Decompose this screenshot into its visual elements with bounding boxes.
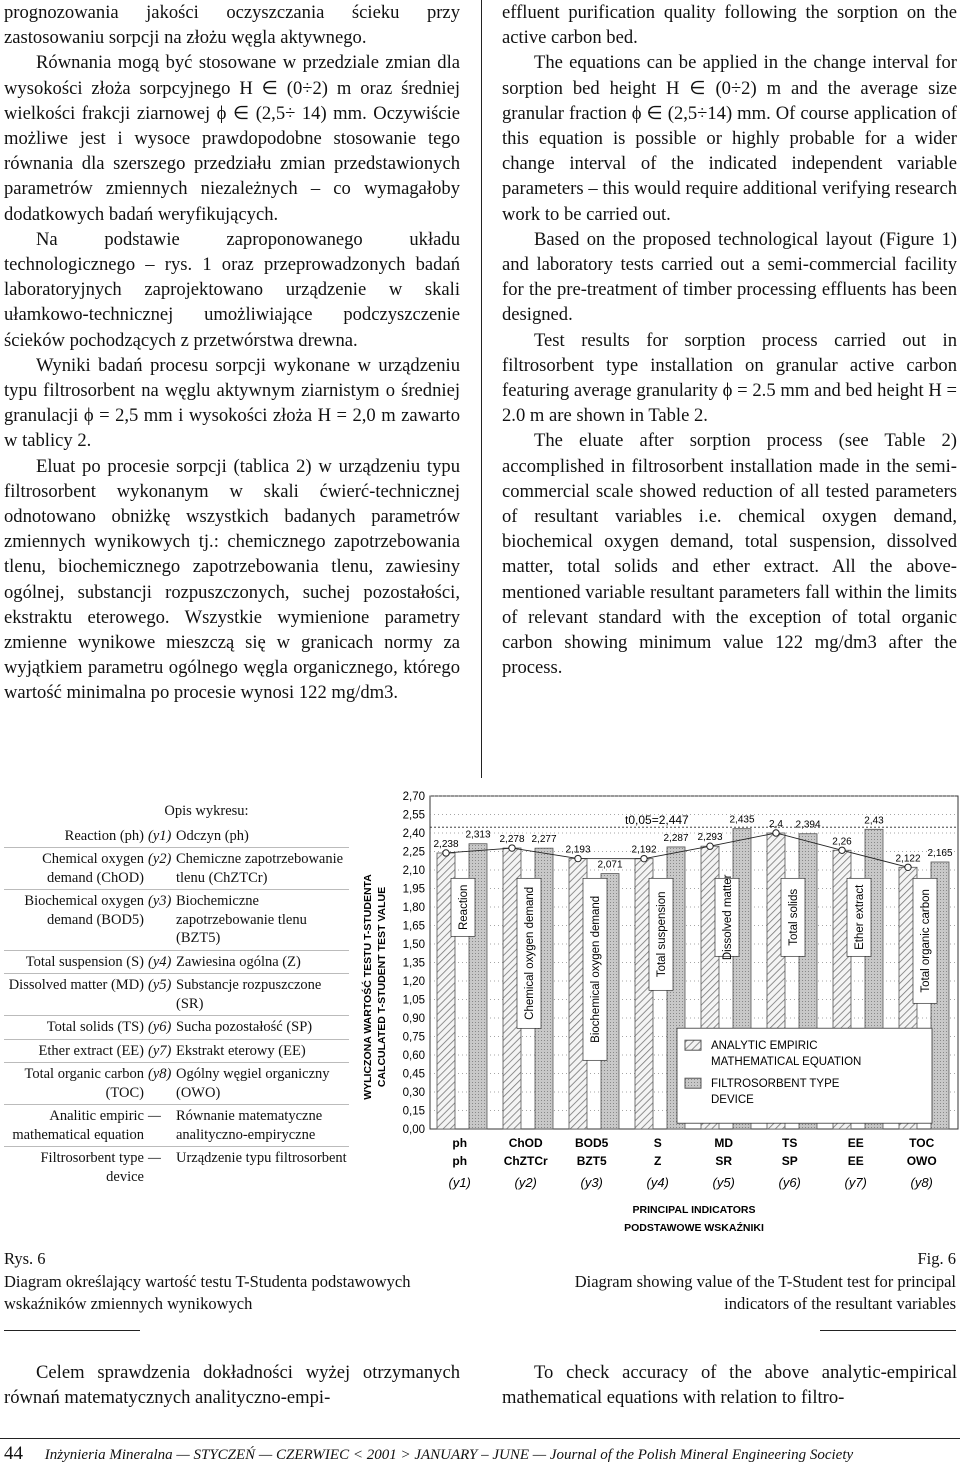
data-label: 2,071 bbox=[597, 859, 623, 871]
legend-variable: (y3) bbox=[148, 890, 176, 951]
legend-row bbox=[4, 825, 349, 848]
legend-english-label: Total solids (TS) bbox=[4, 1016, 148, 1040]
x-variable-label: (y2) bbox=[514, 1175, 537, 1190]
x-tick-label-polish: ph bbox=[452, 1154, 468, 1168]
data-label: 2,4 bbox=[769, 819, 783, 830]
y-tick-label: 2,40 bbox=[402, 828, 425, 840]
category-label: Chemical oxygen demand bbox=[524, 886, 536, 1020]
data-label: 2,238 bbox=[433, 838, 459, 850]
y-tick-label: 1,95 bbox=[402, 883, 425, 896]
legend-polish-label: Substancje rozpuszczone (SR) bbox=[176, 974, 349, 1016]
x-tick-label-english: S bbox=[653, 1136, 662, 1150]
data-label: 2,435 bbox=[729, 814, 755, 826]
y-tick-label: 0,60 bbox=[402, 1050, 425, 1062]
legend-row bbox=[4, 848, 349, 890]
legend-label-device: FILTROSORBENT TYPE bbox=[711, 1078, 840, 1091]
x-tick-label-polish: EE bbox=[847, 1154, 864, 1168]
analytic-point bbox=[641, 855, 647, 861]
legend-english-label: Reaction (ph) bbox=[64, 827, 144, 844]
legend-polish-label: Sucha pozostałość (SP) bbox=[176, 1016, 349, 1040]
text-continuation-polish bbox=[4, 1360, 460, 1410]
data-label: 2,394 bbox=[795, 819, 821, 831]
category-label: Total solids bbox=[788, 888, 800, 946]
legend-variable: (y4) bbox=[148, 950, 176, 974]
x-variable-label: (y1) bbox=[448, 1175, 471, 1190]
y-axis-title-english: CALCULATED T-STUDENT TEST VALUE bbox=[376, 886, 388, 1088]
x-tick-label-english: MD bbox=[714, 1136, 734, 1150]
category-label: Total suspension bbox=[656, 891, 668, 978]
data-label: 2,43 bbox=[864, 815, 884, 827]
data-label: 2,287 bbox=[663, 832, 689, 844]
x-tick-label-polish: SP bbox=[781, 1154, 798, 1168]
y-tick-label: 1,35 bbox=[402, 957, 425, 970]
analytic-point bbox=[575, 855, 581, 861]
legend-row bbox=[4, 1063, 349, 1105]
y-tick-label: 0,45 bbox=[402, 1068, 425, 1081]
analytic-point bbox=[509, 845, 515, 851]
y-tick-label: 0,75 bbox=[402, 1031, 425, 1044]
paragraph: Równania mogą być stosowane w przedziale zmian dla wysokości złoża sorpcyjnego H ∈ (0÷2) m oraz średniej wielkości frakcji ziarnowej ϕ ∈ (2,5÷ 14) mm. Oczywiście możliwe jest i wysoce prawdopodobne stosowanie tego równania dla szerszego przedziału zmian przedstawionych parametrów zmiennych niezależnych – co wymagałoby dodatkowych badań weryfikujących. bbox=[4, 52, 460, 225]
data-label: 2,278 bbox=[499, 834, 525, 846]
paragraph: Celem sprawdzenia dokładności wyżej otrzymanych równań matematycznych analityczno-empi- bbox=[4, 1362, 460, 1408]
x-tick-label-polish: ChZTCr bbox=[503, 1154, 548, 1168]
paragraph: Test results for sorption process carried out in filtrosorbent type installation on granular active carbon featuring average granularity ϕ = 2.5 mm and bed height H = 2.0 m are shown in Table 2. bbox=[502, 329, 957, 427]
legend-row bbox=[4, 1039, 349, 1063]
page-number: 44 bbox=[4, 1443, 23, 1464]
data-label: 2,313 bbox=[465, 829, 491, 841]
y-tick-label: 2,55 bbox=[402, 809, 425, 822]
legend-row bbox=[4, 1147, 349, 1189]
analytic-point bbox=[443, 850, 449, 856]
legend-rows bbox=[4, 825, 349, 1189]
legend-polish-label: Ogólny węgiel organiczny (OWO) bbox=[176, 1063, 349, 1105]
legend-row bbox=[4, 974, 349, 1016]
legend-polish-label: Chemiczne zapotrzebowanie tlenu (ChZTCr) bbox=[176, 848, 349, 890]
legend-row bbox=[4, 950, 349, 974]
category-label: Ether extract bbox=[854, 884, 866, 950]
page-footer bbox=[4, 1443, 853, 1465]
legend-swatch-analytic bbox=[685, 1040, 701, 1050]
data-label: 2,277 bbox=[531, 834, 557, 846]
x-tick-label-english: TOC bbox=[909, 1136, 935, 1150]
paragraph: effluent purification quality following the sorption on the active carbon bed. bbox=[502, 2, 957, 49]
x-axis-title-polish: PODSTAWOWE WSKAŹNIKI bbox=[624, 1222, 764, 1234]
legend-variable: (y6) bbox=[148, 1016, 176, 1040]
data-label: 2,122 bbox=[895, 853, 921, 865]
data-label: 2,293 bbox=[697, 832, 723, 844]
legend-label-device: DEVICE bbox=[711, 1094, 754, 1107]
y-tick-label: 1,65 bbox=[402, 920, 425, 933]
x-variable-label: (y8) bbox=[910, 1175, 933, 1190]
footer-rule bbox=[0, 1438, 960, 1439]
paragraph: Eluat po procesie sorpcji (tablica 2) w urządzeniu typu filtrosorbent wykonanym w skali ćwierć-technicznej odnotowano obniżkę wszystkich badanych parametrów zmiennych wynikowych tj.: chemicznego zapotrzebowania tlenu, biochemicznego zapotrzebowania tlenu, zawiesiny ogólnej, substancji rozpuszczonych, suchej pozostałości, ekstraktu eterowego. Wszystkie wymienione parametry zmienne wynikowe mieszczą się w granicach normy za wyjątkiem parametru ogólnego węgla organicznego, którego wartość minimalna po procesie wynosi 122 mg/dm3. bbox=[4, 455, 460, 704]
analytic-point bbox=[905, 864, 911, 870]
legend-row bbox=[4, 1105, 349, 1147]
legend-polish-label: Równanie matematyczne analityczno-empiryczne bbox=[176, 1105, 349, 1147]
x-variable-label: (y7) bbox=[844, 1175, 867, 1190]
legend-polish-label: Zawiesina ogólna (Z) bbox=[176, 950, 349, 974]
legend-polish-label: Urządzenie typu filtrosorbent bbox=[176, 1147, 349, 1189]
data-label: 2,165 bbox=[927, 847, 953, 859]
analytic-point bbox=[839, 847, 845, 853]
y-tick-label: 0,90 bbox=[402, 1013, 425, 1025]
paragraph: Na podstawie zaproponowanego układu technologicznego – rys. 1 oraz przeprowadzonych badań laboratoryjnych zaprojektowano urządzenie w skali ułamkowo-technicznej umożliwiające podczyszczenie ścieków pochodzących z przetwórstwa drewna. bbox=[4, 228, 460, 351]
legend-label-analytic: ANALYTIC EMPIRIC bbox=[711, 1040, 818, 1053]
text-column-english bbox=[502, 0, 957, 680]
figure-number: Fig. 6 bbox=[917, 1249, 956, 1268]
y-tick-label: 1,80 bbox=[402, 902, 425, 914]
reference-label: t0,05=2,447 bbox=[625, 813, 689, 828]
category-label: Reaction bbox=[458, 884, 470, 931]
separator-rule bbox=[820, 1330, 956, 1331]
x-variable-label: (y4) bbox=[646, 1175, 669, 1190]
legend-row bbox=[4, 1016, 349, 1040]
caption-text: Diagram showing value of the T-Student test for principal indicators of the resultant variables bbox=[574, 1271, 956, 1313]
paragraph: The eluate after sorption process (see Table 2) accomplished in filtrosorbent installation made in the semi-commercial scale showed reduction of all tested parameters of resultant variables i.e. chemical oxygen demand, biochemical oxygen demand, total suspension, dissolved matter, total solids and ether extract. All the above-mentioned variable resultant parameters fall within the limits of relevant standard with the exception of total organic carbon showing minimum value 122 mg/dm3 after the process. bbox=[502, 430, 957, 679]
y-axis-title-polish: WYLICZONA WARTOŚĆ TESTU T-STUDENTA bbox=[362, 874, 374, 1100]
y-tick-label: 2,10 bbox=[402, 865, 425, 877]
legend-english-label: Dissolved matter (MD) bbox=[4, 974, 148, 1016]
legend-english-label: Biochemical oxygen demand (BOD5) bbox=[4, 890, 148, 951]
separator-rule bbox=[4, 1330, 140, 1331]
paragraph: To check accuracy of the above analytic-empirical mathematical equations with relation to filtro- bbox=[502, 1362, 957, 1408]
y-tick-label: 0,00 bbox=[402, 1124, 425, 1136]
data-label: 2,26 bbox=[832, 836, 852, 848]
analytic-point bbox=[773, 830, 779, 836]
data-label: 2,193 bbox=[565, 844, 591, 856]
x-tick-label-polish: SR bbox=[715, 1154, 733, 1168]
legend-swatch-device bbox=[685, 1078, 701, 1088]
category-label: Biochemical oxygen demand bbox=[590, 895, 602, 1043]
legend-variable: (y2) bbox=[148, 848, 176, 890]
legend-polish-label: Odczyn (ph) bbox=[176, 827, 249, 844]
category-label: Dissolved matter bbox=[722, 874, 734, 961]
analytic-point bbox=[707, 843, 713, 849]
paragraph: The equations can be applied in the change interval for sorption bed height H ∈ (0÷2) m and the average size granular fraction ϕ ∈ (2,5÷14) mm. Of course application of this equation is possible or highly probable for a wider change interval of the indicated independent variable parameters – this would require additional verifying research work to be carried out. bbox=[502, 52, 957, 225]
x-tick-label-polish: BZT5 bbox=[576, 1154, 607, 1168]
legend-english-label: Chemical oxygen demand (ChOD) bbox=[4, 848, 148, 890]
y-tick-label: 2,25 bbox=[402, 846, 425, 859]
x-tick-label-english: BOD5 bbox=[575, 1136, 609, 1150]
t-student-bar-chart bbox=[355, 785, 960, 1245]
x-tick-label-english: ChOD bbox=[508, 1136, 543, 1150]
x-tick-label-english: ph bbox=[452, 1136, 468, 1150]
x-tick-label-polish: Z bbox=[654, 1154, 662, 1168]
legend-variable: — bbox=[148, 1105, 176, 1147]
legend-english-label: Ether extract (EE) bbox=[4, 1039, 148, 1063]
legend-english-label: Filtrosorbent type device bbox=[4, 1147, 148, 1189]
legend-row bbox=[4, 890, 349, 951]
y-tick-label: 0,15 bbox=[402, 1105, 425, 1118]
paragraph: Based on the proposed technological layout (Figure 1) and laboratory tests carried out a semi-commercial facility for the pre-treatment of timber processing effluents has been designed. bbox=[502, 228, 957, 326]
legend-english-label: Total suspension (S) bbox=[4, 950, 148, 974]
y-tick-label: 1,50 bbox=[402, 939, 425, 951]
x-variable-label: (y3) bbox=[580, 1175, 603, 1190]
legend-title: Opis wykresu: bbox=[164, 803, 249, 819]
y-tick-label: 1,05 bbox=[402, 994, 425, 1007]
category-label: Total organic carbon bbox=[920, 889, 932, 993]
legend-english-label: Analitic empiric mathematical equation bbox=[4, 1105, 148, 1147]
data-label: 2,192 bbox=[631, 844, 657, 856]
paragraph: Wyniki badań procesu sorpcji wykonane w urządzeniu typu filtrosorbent na węglu aktywnym ziarnistym o średniej granulacji ϕ = 2,5 mm i wysokości złoża H = 2,0 m zawarto w tablicy 2. bbox=[4, 354, 460, 452]
legend-variable: (y5) bbox=[148, 974, 176, 1016]
paragraph: prognozowania jakości oczyszczania ścieku przy zastosowaniu sorpcji na złożu węgla aktywnego. bbox=[4, 2, 460, 49]
column-divider bbox=[481, 0, 482, 778]
figure-caption-polish bbox=[4, 1248, 424, 1316]
figure-caption-english bbox=[566, 1248, 956, 1316]
chart-description-table bbox=[4, 802, 349, 1188]
x-axis-title-english: PRINCIPAL INDICATORS bbox=[632, 1204, 756, 1216]
legend-polish-label: Biochemiczne zapotrzebowanie tlenu (BZT5) bbox=[176, 890, 349, 951]
legend-label-analytic: MATHEMATICAL EQUATION bbox=[711, 1056, 862, 1069]
legend-english-label: Total organic carbon (TOC) bbox=[4, 1063, 148, 1105]
legend-variable: (y7) bbox=[148, 1039, 176, 1063]
text-column-polish bbox=[4, 0, 460, 706]
y-tick-label: 0,30 bbox=[402, 1087, 425, 1099]
legend-variable: — bbox=[148, 1147, 176, 1189]
y-tick-label: 1,20 bbox=[402, 976, 425, 988]
text-continuation-english bbox=[502, 1360, 957, 1410]
caption-text: Diagram określający wartość testu T-Studenta podstawowych wskaźników zmiennych wynikowych bbox=[4, 1271, 411, 1313]
journal-name: Inżynieria Mineralna — STYCZEŃ — CZERWIEC < 2001 > JANUARY – JUNE — Journal of the Polish Mineral Engineering Society bbox=[44, 1447, 854, 1463]
x-tick-label-polish: OWO bbox=[906, 1154, 937, 1168]
legend-variable: (y1) bbox=[148, 827, 172, 844]
x-variable-label: (y5) bbox=[712, 1175, 735, 1190]
x-variable-label: (y6) bbox=[778, 1175, 801, 1190]
y-tick-label: 2,70 bbox=[402, 791, 425, 803]
figure-number: Rys. 6 bbox=[4, 1249, 46, 1268]
legend-polish-label: Ekstrakt eterowy (EE) bbox=[176, 1039, 349, 1063]
x-tick-label-english: EE bbox=[847, 1136, 864, 1150]
x-tick-label-english: TS bbox=[782, 1136, 798, 1150]
legend-variable: (y8) bbox=[148, 1063, 176, 1105]
